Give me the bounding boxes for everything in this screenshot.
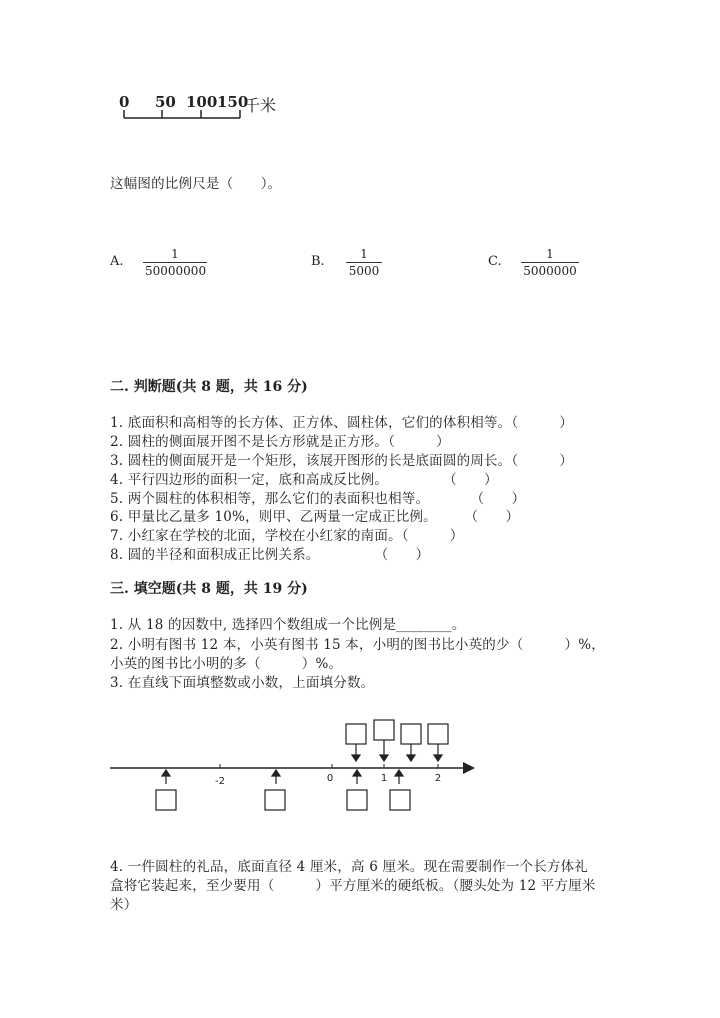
option-a-letter: A. <box>110 254 124 269</box>
answer-box-lower-4 <box>390 790 410 810</box>
tf-item-5: 5. 两个圆柱的体积相等，那么它们的表面积也相等。 （ ） <box>110 491 526 507</box>
tf-item-2: 2. 圆柱的侧面展开图不是长方形就是正方形。（ ） <box>110 434 450 450</box>
option-a-numerator: 1 <box>171 247 179 261</box>
fill-item-1: 1. 从 18 的因数中, 选择四个数组成一个比例是________。 <box>110 617 466 633</box>
number-line-diagram <box>100 712 490 822</box>
section-2-title: 二. 判断题(共 8 题，共 16 分) <box>110 379 308 395</box>
tf-item-3: 3. 圆柱的侧面展开是一个矩形，该展开图形的长是底面圆的周长。（ ） <box>110 453 574 469</box>
option-c-fraction <box>521 246 579 279</box>
answer-box-lower-3 <box>347 790 367 810</box>
option-c-letter: C. <box>488 254 502 269</box>
scale-unit: 千米 <box>244 96 277 115</box>
scale-tick-150: 150 <box>217 93 249 111</box>
fill-item-2-cont: 小英的图书比小明的多（ ）%。 <box>110 656 343 672</box>
answer-box-upper-3 <box>401 724 421 744</box>
tf-item-8: 8. 圆的半径和面积成正比例关系。 （ ） <box>110 547 430 563</box>
option-a-fraction <box>143 246 207 279</box>
option-b-denominator: 5000 <box>346 262 382 279</box>
fill-item-2: 2. 小明有图书 12 本，小英有图书 15 本，小明的图书比小英的少（ ）%， <box>110 637 605 653</box>
tf-item-4: 4. 平行四边形的面积一定，底和高成反比例。 （ ） <box>110 472 498 488</box>
scale-tick-0: 0 <box>119 93 130 111</box>
number-line-label-0: 0 <box>326 773 334 784</box>
scale-ruler <box>112 90 252 122</box>
answer-box-lower-1 <box>156 790 176 810</box>
scale-tick-50: 50 <box>155 93 176 111</box>
answer-box-upper-4 <box>428 724 448 744</box>
tf-item-6: 6. 甲量比乙量多 10%，则甲、乙两量一定成正比例。 （ ） <box>110 509 520 525</box>
number-line-label-1: 1 <box>380 773 388 784</box>
fill-item-4-line-2: 盒将它装起来，至少要用（ ）平方厘米的硬纸板。（腰头处为 12 平方厘米 <box>110 878 596 894</box>
fill-item-4-line-3: 米） <box>110 897 138 913</box>
option-b-numerator: 1 <box>360 247 368 261</box>
answer-box-upper-1 <box>346 724 366 744</box>
scale-tick-100: 100 <box>186 93 218 111</box>
fill-item-4-line-1: 4. 一件圆柱的礼品，底面直径 4 厘米，高 6 厘米。现在需要制作一个长方体礼 <box>110 859 589 875</box>
fill-item-3: 3. 在直线下面填整数或小数，上面填分数。 <box>110 675 375 691</box>
option-c-numerator: 1 <box>546 247 554 261</box>
option-c-denominator: 5000000 <box>521 262 579 279</box>
option-b-fraction <box>346 246 382 279</box>
number-line-label-neg2: -2 <box>215 776 225 787</box>
number-line-label-2: 2 <box>434 773 442 784</box>
option-b-letter: B. <box>311 254 325 269</box>
section-3-title: 三. 填空题(共 8 题，共 19 分) <box>110 581 308 597</box>
option-a-denominator: 50000000 <box>145 264 207 278</box>
scale-question-stem: 这幅图的比例尺是（ ）。 <box>110 176 282 192</box>
answer-box-lower-2 <box>265 790 285 810</box>
tf-item-1: 1. 底面积和高相等的长方体、正方体、圆柱体，它们的体积相等。（ ） <box>110 415 574 431</box>
answer-box-upper-2 <box>374 720 394 740</box>
lower-arrows <box>162 770 403 784</box>
tf-item-7: 7. 小红家在学校的北面，学校在小红家的南面。（ ） <box>110 528 464 544</box>
